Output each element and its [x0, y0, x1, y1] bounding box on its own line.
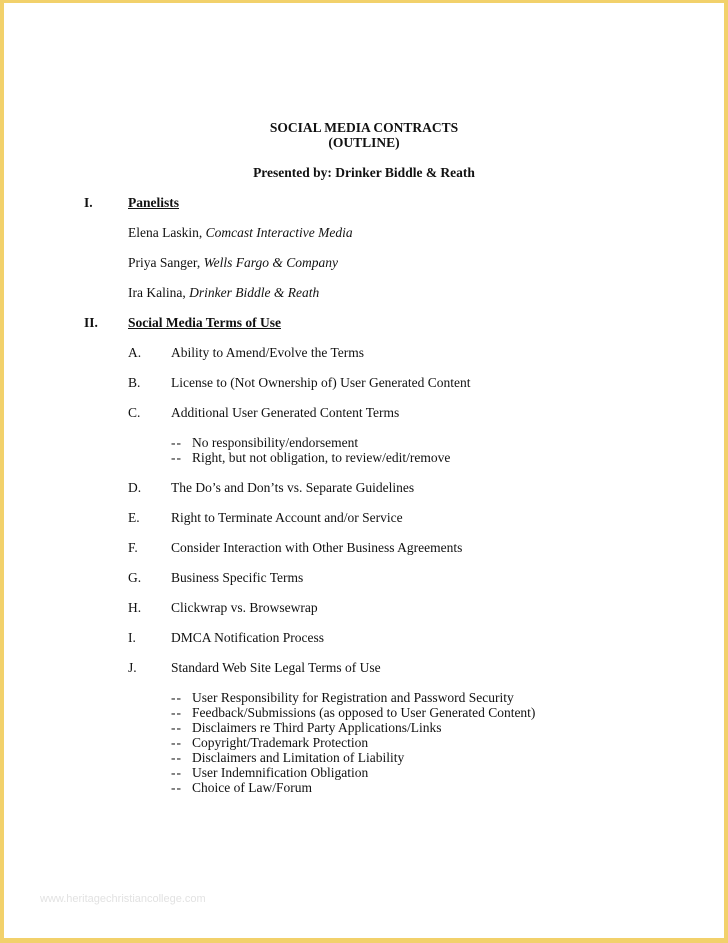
item-letter: G. — [128, 570, 142, 585]
document-page — [4, 3, 724, 938]
item-letter: E. — [128, 510, 140, 525]
item-letter: F. — [128, 540, 138, 555]
item-text: Clickwrap vs. Browsewrap — [171, 600, 318, 615]
item-letter: I. — [128, 630, 136, 645]
doc-subtitle: (OUTLINE) — [328, 135, 400, 150]
panelist-name: Ira Kalina, — [128, 285, 190, 300]
panelist-org: Drinker Biddle & Reath — [189, 285, 320, 300]
section-2-heading: Social Media Terms of Use — [128, 315, 281, 330]
sub-item-text: Disclaimers and Limitation of Liability — [192, 750, 405, 765]
section-1-heading: Panelists — [128, 195, 180, 210]
panelist-2 — [128, 255, 338, 270]
item-text: Ability to Amend/Evolve the Terms — [171, 345, 365, 360]
sub-item-text: Feedback/Submissions (as opposed to User Generated Content) — [192, 705, 536, 720]
sub-item-text: No responsibility/endorsement — [192, 435, 359, 450]
item-letter: J. — [128, 660, 137, 675]
dash-bullet: -- — [171, 435, 182, 450]
item-text: DMCA Notification Process — [171, 630, 324, 645]
dash-bullet: -- — [171, 720, 182, 735]
item-text: Additional User Generated Content Terms — [171, 405, 400, 420]
item-text: Business Specific Terms — [171, 570, 304, 585]
panelist-org: Wells Fargo & Company — [203, 255, 338, 270]
item-letter: B. — [128, 375, 141, 390]
item-letter: D. — [128, 480, 142, 495]
dash-bullet: -- — [171, 750, 182, 765]
sub-item-text: Right, but not obligation, to review/edit/remove — [192, 450, 451, 465]
panelist-3 — [128, 285, 319, 300]
panelist-org: Comcast Interactive Media — [205, 225, 353, 240]
item-letter: A. — [128, 345, 142, 360]
dash-bullet: -- — [171, 780, 182, 795]
dash-bullet: -- — [171, 690, 182, 705]
sub-item-text: User Indemnification Obligation — [192, 765, 369, 780]
presenter-line: Presented by: Drinker Biddle & Reath — [253, 165, 475, 180]
section-2-numeral: II. — [84, 315, 98, 330]
item-text: Standard Web Site Legal Terms of Use — [171, 660, 381, 675]
doc-title: SOCIAL MEDIA CONTRACTS — [269, 120, 459, 135]
item-text: Right to Terminate Account and/or Service — [171, 510, 403, 525]
sub-item-text: User Responsibility for Registration and Password Security — [192, 690, 514, 705]
panelist-name: Priya Sanger, — [128, 255, 204, 270]
sub-item-text: Choice of Law/Forum — [192, 780, 312, 795]
watermark: www.heritagechristiancollege.com — [40, 893, 206, 905]
sub-item-text: Disclaimers re Third Party Applications/Links — [192, 720, 442, 735]
dash-bullet: -- — [171, 735, 182, 750]
item-text: The Do’s and Don’ts vs. Separate Guidelines — [171, 480, 415, 495]
dash-bullet: -- — [171, 765, 182, 780]
panelist-1 — [128, 225, 353, 240]
panelist-name: Elena Laskin, — [128, 225, 206, 240]
dash-bullet: -- — [171, 450, 182, 465]
item-text: License to (Not Ownership of) User Generated Content — [171, 375, 471, 390]
sub-item-text: Copyright/Trademark Protection — [192, 735, 369, 750]
item-letter: H. — [128, 600, 142, 615]
item-letter: C. — [128, 405, 141, 420]
dash-bullet: -- — [171, 705, 182, 720]
section-1-numeral: I. — [84, 195, 93, 210]
item-text: Consider Interaction with Other Business Agreements — [171, 540, 463, 555]
